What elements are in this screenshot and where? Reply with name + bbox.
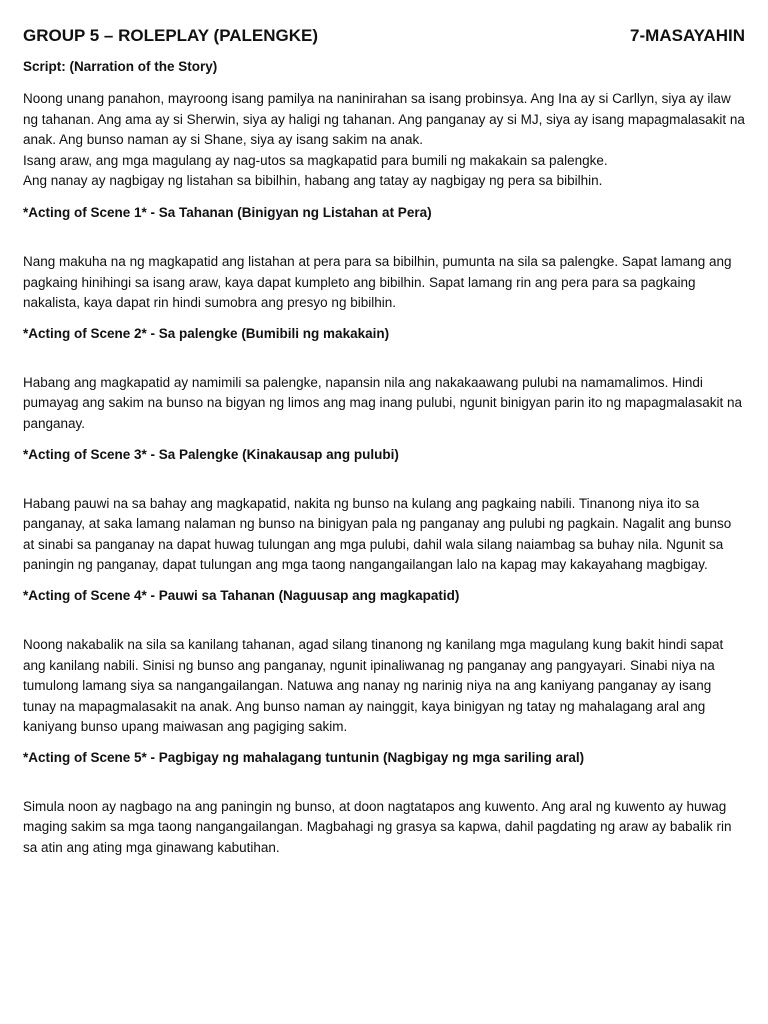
scene-4-paragraph: Noong nakabalik na sila sa kanilang tahanan, agad silang tinanong ng kanilang mga magulang kung bakit hindi sapat ang kanilang nabili. Sinisi ng bunso ang panganay, ngunit ipinaliwanag ng panganay ang pangyayari. Sinabi niya na tumulong lamang siya sa nangangailangan. Natuwa ang nanay ng narinig niya na ang kaniyang panganay ay isang tunay na mapagmalasakit na anak. Ang bunso naman ay nainggit, kaya binigyan ng tatay ng mahalagang aral ang kaniyang bunso upang maiwasan ang pagiging sakim.	[23, 636, 724, 735]
scene-2-heading: *Acting of Scene 2* - Sa palengke (Bumibili ng makakain)	[23, 325, 390, 341]
scene-3-heading: *Acting of Scene 3* - Sa Palengke (Kinakausap ang pulubi)	[23, 446, 399, 462]
scene-5-paragraph: Simula noon ay nagbago na ang paningin ng bunso, at doon nagtatapos ang kuwento. Ang aral ng kuwento ay huwag maging sakim sa mga taong nangangailangan. Magbahagi ng grasya sa kapwa, dahil pagdating ng araw ay babalik rin sa atin ang ating mga ginawang kabutihan.	[23, 798, 732, 856]
document-title: GROUP 5 – ROLEPLAY (PALENGKE)	[23, 26, 319, 45]
intro-text-2: Isang araw, ang mga magulang ay nag-utos sa magkapatid para bumili ng makakain sa palengke.	[23, 152, 608, 168]
scene-3-paragraph: Habang pauwi na sa bahay ang magkapatid, nakita ng bunso na kulang ang pagkaing nabili. Tinanong niya ito sa panganay, at saka lamang nalaman ng bunso na binigyan pala ng panganay ang pulubi ng pagkain. Nagalit ang bunso at sinabi sa panganay na dapat huwag tulungan ang mga pulubi, dahil wala silang naiambag sa buhay nila. Ngunit sa paningin ng panganay, dapat tulungan ang mga taong nangangailangan lalo na kapag may kakayahang magbigay.	[23, 495, 732, 573]
scene-2-paragraph: Habang ang magkapatid ay namimili sa palengke, napansin nila ang nakakaawang pulubi na namamalimos. Hindi pumayag ang sakim na bunso na bigyan ng limos ang mag inang pulubi, ngunit binigyan parin ito ng mapagmalasakit na panganay.	[23, 374, 742, 431]
scene-1-heading: *Acting of Scene 1* - Sa Tahanan (Binigyan ng Listahan at Pera)	[23, 204, 432, 220]
scene-5-heading: *Acting of Scene 5* - Pagbigay ng mahalagang tuntunin (Nagbigay ng mga sariling aral)	[23, 749, 585, 765]
intro-paragraph	[23, 89, 745, 192]
document-header	[23, 26, 745, 48]
section-name: 7-MASAYAHIN	[630, 26, 745, 45]
scene-4-heading: *Acting of Scene 4* - Pauwi sa Tahanan (Naguusap ang magkapatid)	[23, 587, 460, 603]
document-page	[23, 26, 745, 859]
script-subtitle: Script: (Narration of the Story)	[23, 59, 218, 74]
intro-text-1: Noong unang panahon, mayroong isang pamilya na naninirahan sa isang probinsya. Ang Ina ay si Carllyn, siya ay ilaw ng tahanan. Ang ama ay si Sherwin, siya ay haligi ng tahanan. Ang panganay ay si MJ, siya ay isang mapagmalasakit na anak. Ang bunso naman ay si Shane, siya ay isang sakim na anak.	[23, 91, 745, 148]
scene-1-paragraph: Nang makuha na ng magkapatid ang listahan at pera para sa bibilhin, pumunta na sila sa palengke. Sapat lamang ang pagkaing hinihingi sa isang araw, kaya dapat kumpleto ang bibilhin. Sapat lamang rin ang pera para sa pagkaing nakalista, kaya dapat rin hindi sumobra ang presyo ng bibilhin.	[23, 253, 732, 311]
intro-text-3: Ang nanay ay nagbigay ng listahan sa bibilhin, habang ang tatay ay nagbigay ng pera sa bibilhin.	[23, 173, 603, 189]
